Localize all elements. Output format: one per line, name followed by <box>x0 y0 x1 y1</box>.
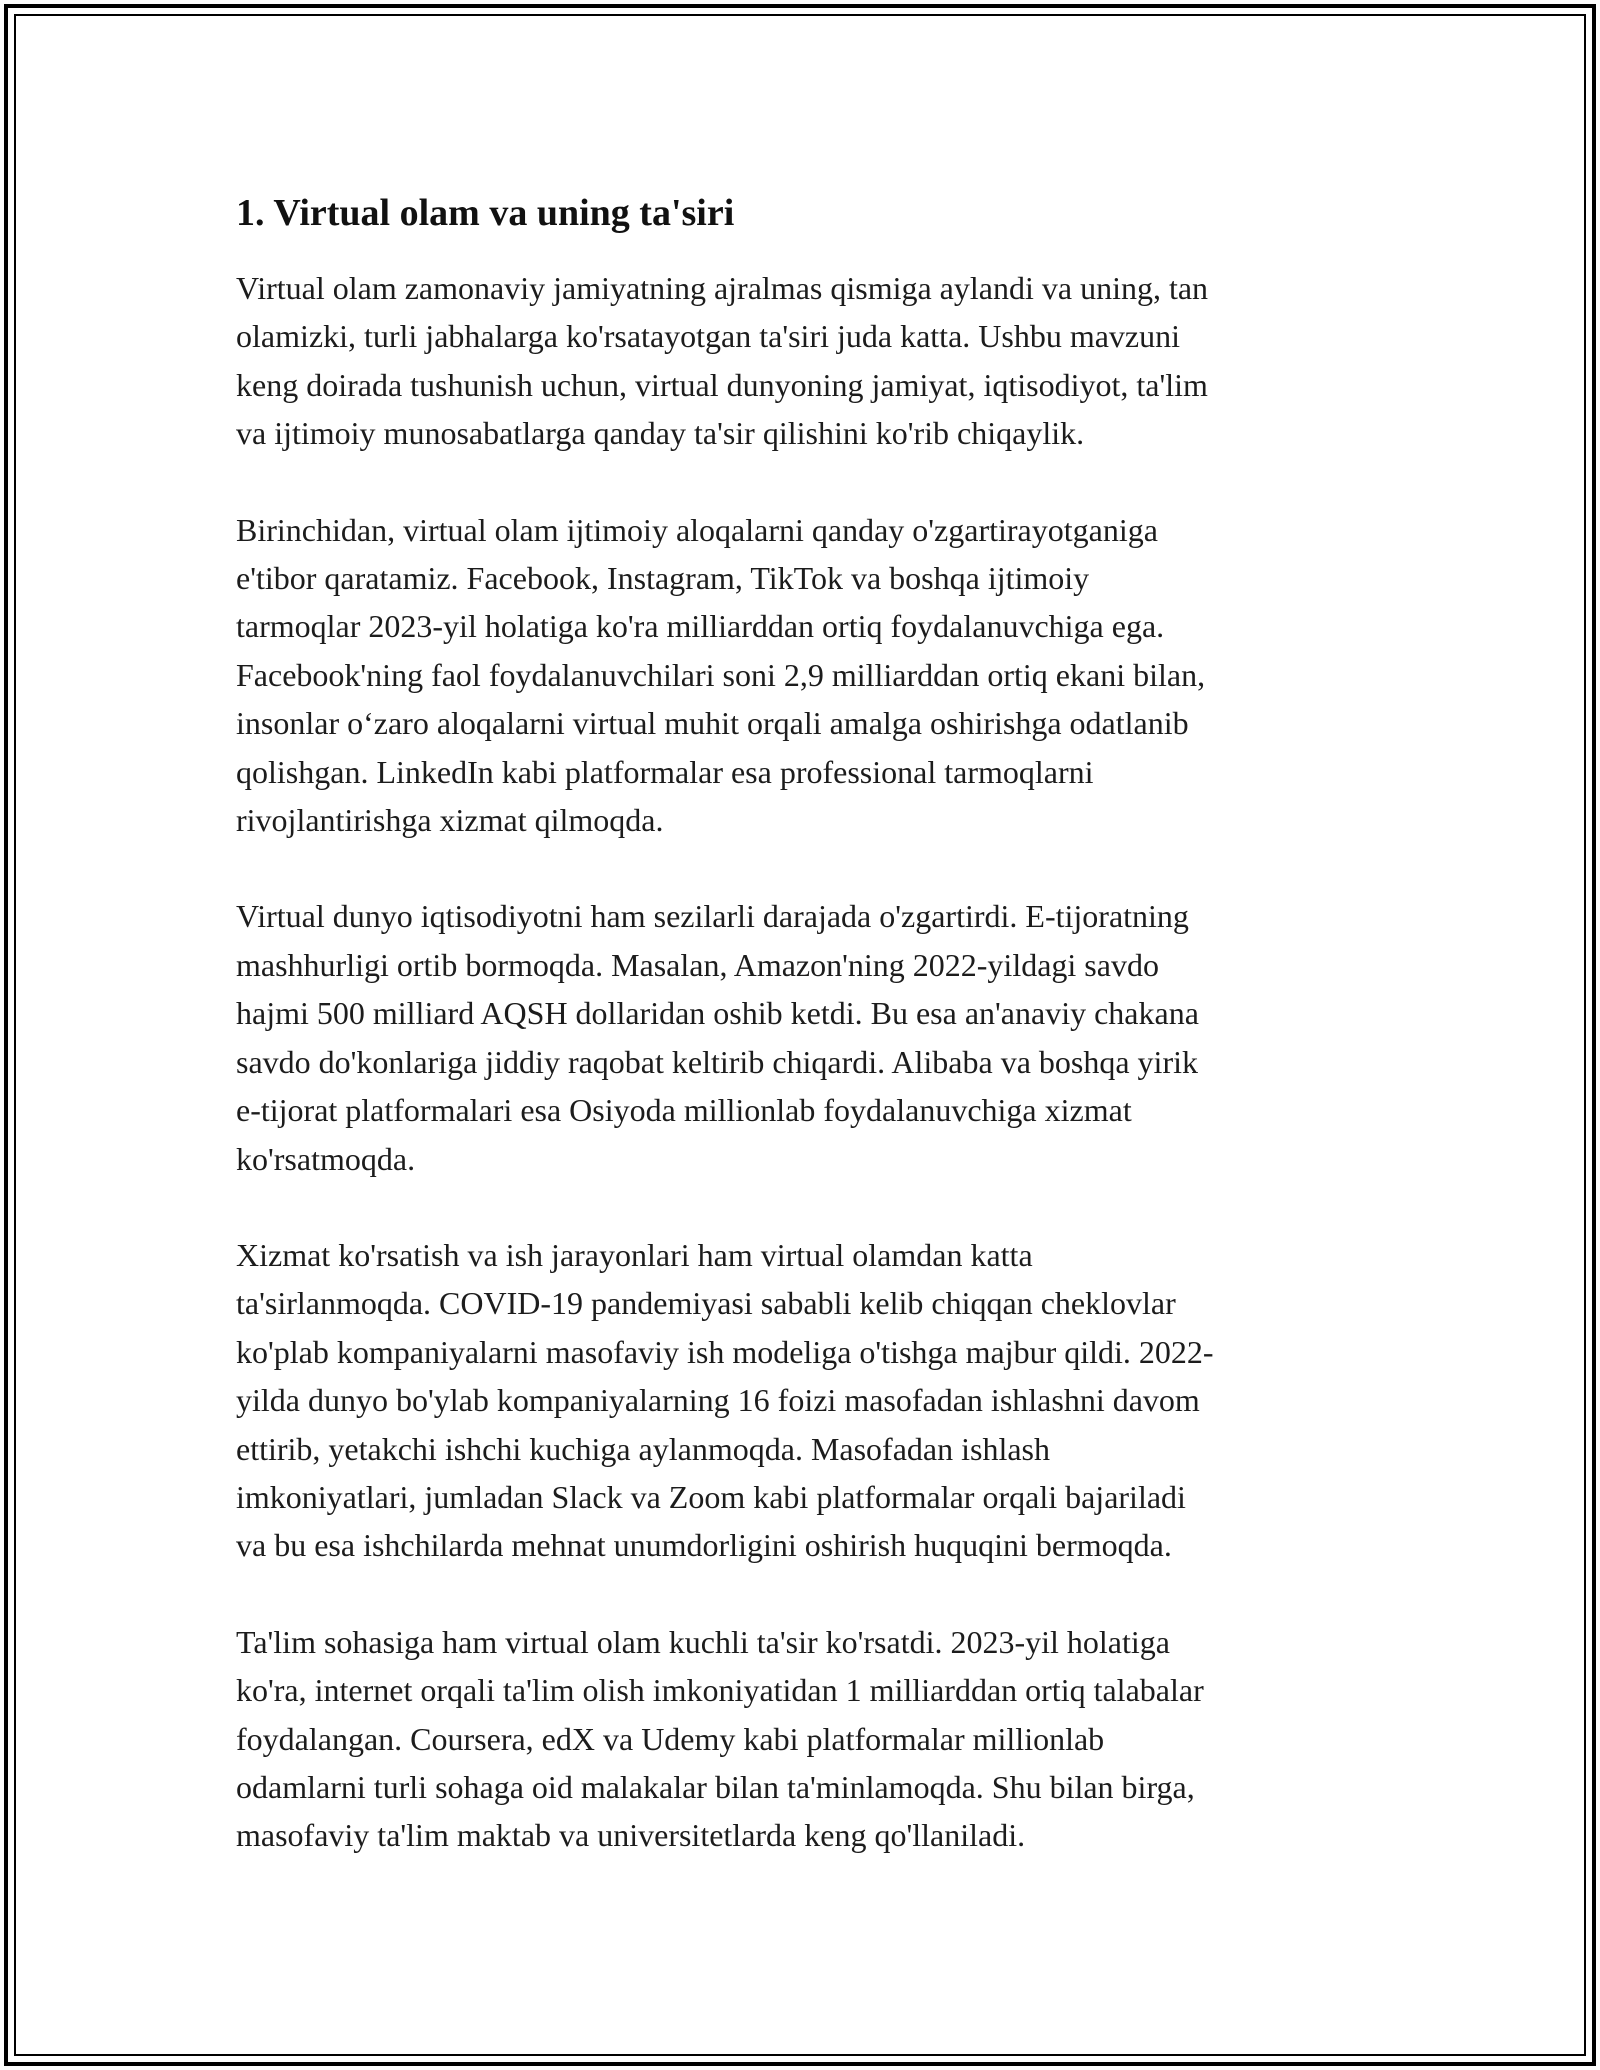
paragraph-economy: Virtual dunyo iqtisodiyotni ham sezilarli darajada o'zgartirdi. E-tijoratning mashhurligi ortib bormoqda. Masalan, Amazon'ning 2022-yildagi savdo hajmi 500 milliard AQSH dollaridan oshib ketdi. Bu esa an'anaviy chakana savdo do'konlariga jiddiy raqobat keltirib chiqardi. Alibaba va boshqa yirik e-tijorat platformalari esa Osiyoda millionlab foydalanuvchiga xizmat ko'rsatmoqda. <box>236 898 1199 1177</box>
paragraph-work: Xizmat ko'rsatish va ish jarayonlari ham virtual olamdan katta ta'sirlanmoqda. COVID-19 pandemiyasi sababli kelib chiqqan cheklovlar ko'plab kompaniyalarni masofaviy ish modeliga o'tishga majbur qildi. 2022- yilda dunyo bo'ylab kompaniyalarning 16 foizi masofadan ishlashni davom ettirib, yetakchi ishchi kuchiga aylanmoqda. Masofadan ishlash imkoniyatlari, jumladan Slack va Zoom kabi platformalar orqali bajariladi va bu esa ishchilarda mehnat unumdorligini oshirish huquqini bermoqda. <box>236 1236 1214 1564</box>
paragraph-education: Ta'lim sohasiga ham virtual olam kuchli ta'sir ko'rsatdi. 2023-yil holatiga ko'ra, internet orqali ta'lim olish imkoniyatidan 1 milliarddan ortiq talabalar foydalangan. Coursera, edX va Udemy kabi platformalar millionlab odamlarni turli sohaga oid malakalar bilan ta'minlamoqda. Shu bilan birga, masofaviy ta'lim maktab va universitetlarda keng qo'llaniladi. <box>236 1623 1204 1854</box>
document-body <box>236 186 1366 1908</box>
paragraph-intro: Virtual olam zamonaviy jamiyatning ajralmas qismiga aylandi va uning, tan olamizki, turli jabhalarga ko'rsatayotgan ta'siri juda katta. Ushbu mavzuni keng doirada tushunish uchun, virtual dunyoning jamiyat, iqtisodiyot, ta'lim va ijtimoiy munosabatlarga qanday ta'sir qilishini ko'rib chiqaylik. <box>236 270 1209 452</box>
section-heading: 1. Virtual olam va uning ta'siri <box>236 192 735 234</box>
paragraph-social: Birinchidan, virtual olam ijtimoiy aloqalarni qanday o'zgartirayotganiga e'tibor qaratamiz. Facebook, Instagram, TikTok va boshqa ijtimoiy tarmoqlar 2023-yil holatiga ko'ra milliarddan ortiq foydalanuvchiga ega. Facebook'ning faol foydalanuvchilari soni 2,9 milliarddan ortiq ekani bilan, insonlar o‘zaro aloqalarni virtual muhit orqali amalga oshirishga odatlanib qolishgan. LinkedIn kabi platformalar esa professional tarmoqlarni rivojlantirishga xizmat qilmoqda. <box>236 511 1206 839</box>
